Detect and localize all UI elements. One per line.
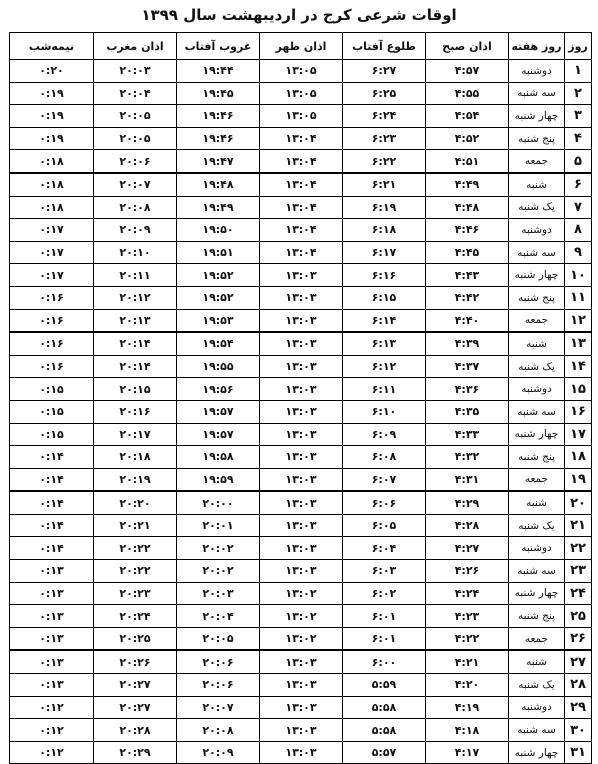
cell-maghrib: ۲۰:۱۰ <box>94 241 177 264</box>
cell-sunset: ۱۹:۴۷ <box>177 150 260 173</box>
cell-weekday: دوشنبه <box>509 696 565 719</box>
cell-maghrib: ۲۰:۰۵ <box>94 105 177 128</box>
cell-midnight: ۰:۱۲ <box>10 741 94 764</box>
cell-midnight: ۰:۱۸ <box>10 150 94 173</box>
cell-sunset: ۱۹:۵۱ <box>177 241 260 264</box>
cell-midnight: ۰:۱۳ <box>10 560 94 583</box>
cell-midnight: ۰:۱۹ <box>10 82 94 105</box>
cell-fajr: ۴:۵۴ <box>426 105 509 128</box>
cell-sunrise: ۶:۰۲ <box>343 582 426 605</box>
cell-day: ۱۸ <box>565 446 592 469</box>
cell-dhuhr: ۱۳:۰۳ <box>260 741 343 764</box>
cell-weekday: پنج شنبه <box>509 286 565 309</box>
table-row <box>10 741 592 764</box>
table-row <box>10 219 592 242</box>
cell-maghrib: ۲۰:۲۷ <box>94 696 177 719</box>
cell-sunset: ۲۰:۰۲ <box>177 560 260 583</box>
cell-sunrise: ۵:۵۷ <box>343 741 426 764</box>
cell-weekday: پنج شنبه <box>509 446 565 469</box>
table-row <box>10 446 592 469</box>
cell-midnight: ۰:۱۷ <box>10 219 94 242</box>
cell-maghrib: ۲۰:۲۶ <box>94 650 177 673</box>
cell-midnight: ۰:۱۶ <box>10 286 94 309</box>
cell-sunrise: ۶:۰۵ <box>343 514 426 537</box>
table-row <box>10 468 592 491</box>
cell-maghrib: ۲۰:۲۹ <box>94 741 177 764</box>
cell-dhuhr: ۱۳:۰۳ <box>260 286 343 309</box>
cell-dhuhr: ۱۳:۰۳ <box>260 674 343 697</box>
cell-fajr: ۴:۳۱ <box>426 468 509 491</box>
cell-midnight: ۰:۱۴ <box>10 468 94 491</box>
cell-sunrise: ۶:۱۴ <box>343 309 426 332</box>
cell-fajr: ۴:۴۰ <box>426 309 509 332</box>
cell-maghrib: ۲۰:۲۵ <box>94 627 177 650</box>
cell-maghrib: ۲۰:۱۳ <box>94 309 177 332</box>
cell-day: ۱۱ <box>565 286 592 309</box>
table-row <box>10 150 592 173</box>
cell-day: ۷ <box>565 196 592 219</box>
cell-dhuhr: ۱۳:۰۳ <box>260 446 343 469</box>
cell-midnight: ۰:۱۳ <box>10 582 94 605</box>
cell-sunset: ۱۹:۵۴ <box>177 332 260 355</box>
table-row <box>10 241 592 264</box>
cell-fajr: ۴:۲۳ <box>426 605 509 628</box>
cell-day: ۲۴ <box>565 582 592 605</box>
cell-fajr: ۴:۴۸ <box>426 196 509 219</box>
cell-midnight: ۰:۱۶ <box>10 355 94 378</box>
cell-sunrise: ۶:۲۱ <box>343 173 426 196</box>
cell-fajr: ۴:۵۲ <box>426 127 509 150</box>
cell-sunrise: ۶:۱۹ <box>343 196 426 219</box>
cell-weekday: جمعه <box>509 309 565 332</box>
cell-sunset: ۱۹:۵۰ <box>177 219 260 242</box>
cell-fajr: ۴:۵۷ <box>426 60 509 83</box>
cell-maghrib: ۲۰:۲۳ <box>94 582 177 605</box>
cell-day: ۱۰ <box>565 264 592 287</box>
cell-sunrise: ۶:۰۴ <box>343 537 426 560</box>
table-row <box>10 627 592 650</box>
cell-sunset: ۲۰:۰۹ <box>177 741 260 764</box>
cell-sunset: ۲۰:۰۸ <box>177 719 260 742</box>
cell-midnight: ۰:۱۵ <box>10 378 94 401</box>
cell-fajr: ۴:۱۹ <box>426 696 509 719</box>
cell-sunrise: ۶:۰۸ <box>343 446 426 469</box>
cell-dhuhr: ۱۳:۰۳ <box>260 696 343 719</box>
cell-sunrise: ۶:۰۱ <box>343 627 426 650</box>
cell-fajr: ۴:۳۷ <box>426 355 509 378</box>
col-header-day: روز <box>565 33 592 60</box>
cell-maghrib: ۲۰:۲۲ <box>94 537 177 560</box>
cell-day: ۳۰ <box>565 719 592 742</box>
cell-weekday: یک شنبه <box>509 355 565 378</box>
cell-fajr: ۴:۲۷ <box>426 537 509 560</box>
cell-sunset: ۲۰:۰۳ <box>177 582 260 605</box>
cell-weekday: چهار شنبه <box>509 423 565 446</box>
col-header-dhuhr: اذان ظهر <box>260 33 343 60</box>
cell-weekday: سه شنبه <box>509 560 565 583</box>
cell-sunrise: ۶:۱۷ <box>343 241 426 264</box>
table-header-row <box>10 33 592 60</box>
cell-sunset: ۲۰:۰۴ <box>177 605 260 628</box>
cell-sunset: ۱۹:۴۹ <box>177 196 260 219</box>
cell-dhuhr: ۱۳:۰۳ <box>260 719 343 742</box>
cell-day: ۲۵ <box>565 605 592 628</box>
table-row <box>10 196 592 219</box>
cell-weekday: چهار شنبه <box>509 741 565 764</box>
table-row <box>10 650 592 673</box>
cell-midnight: ۰:۱۳ <box>10 650 94 673</box>
table-row <box>10 173 592 196</box>
table-row <box>10 82 592 105</box>
cell-dhuhr: ۱۳:۰۳ <box>260 560 343 583</box>
table-row <box>10 537 592 560</box>
table-row <box>10 423 592 446</box>
prayer-times-table <box>9 32 592 764</box>
cell-maghrib: ۲۰:۲۱ <box>94 514 177 537</box>
cell-dhuhr: ۱۳:۰۳ <box>260 264 343 287</box>
col-header-sunrise: طلوع آفتاب <box>343 33 426 60</box>
cell-weekday: سه شنبه <box>509 719 565 742</box>
cell-sunset: ۱۹:۴۶ <box>177 127 260 150</box>
cell-weekday: پنج شنبه <box>509 605 565 628</box>
cell-fajr: ۴:۲۰ <box>426 674 509 697</box>
cell-weekday: یک شنبه <box>509 514 565 537</box>
cell-dhuhr: ۱۳:۰۳ <box>260 537 343 560</box>
cell-weekday: پنج شنبه <box>509 127 565 150</box>
table-row <box>10 332 592 355</box>
cell-dhuhr: ۱۳:۰۴ <box>260 196 343 219</box>
cell-sunset: ۲۰:۰۶ <box>177 650 260 673</box>
cell-fajr: ۴:۴۵ <box>426 241 509 264</box>
cell-maghrib: ۲۰:۲۴ <box>94 605 177 628</box>
cell-dhuhr: ۱۳:۰۳ <box>260 332 343 355</box>
table-row <box>10 105 592 128</box>
cell-sunrise: ۵:۵۸ <box>343 719 426 742</box>
cell-dhuhr: ۱۳:۰۴ <box>260 219 343 242</box>
cell-weekday: سه شنبه <box>509 400 565 423</box>
cell-sunset: ۱۹:۴۸ <box>177 173 260 196</box>
cell-fajr: ۴:۲۱ <box>426 650 509 673</box>
cell-day: ۱۲ <box>565 309 592 332</box>
cell-fajr: ۴:۳۳ <box>426 423 509 446</box>
cell-day: ۲ <box>565 82 592 105</box>
cell-midnight: ۰:۱۲ <box>10 719 94 742</box>
cell-day: ۱۴ <box>565 355 592 378</box>
table-row <box>10 378 592 401</box>
table-row <box>10 309 592 332</box>
cell-dhuhr: ۱۳:۰۴ <box>260 127 343 150</box>
cell-sunset: ۲۰:۰۵ <box>177 627 260 650</box>
table-row <box>10 719 592 742</box>
cell-dhuhr: ۱۳:۰۳ <box>260 491 343 514</box>
cell-midnight: ۰:۲۰ <box>10 60 94 83</box>
cell-fajr: ۴:۲۲ <box>426 627 509 650</box>
cell-sunset: ۲۰:۰۱ <box>177 514 260 537</box>
cell-maghrib: ۲۰:۱۸ <box>94 446 177 469</box>
cell-dhuhr: ۱۳:۰۵ <box>260 60 343 83</box>
cell-weekday: یک شنبه <box>509 674 565 697</box>
cell-midnight: ۰:۱۴ <box>10 491 94 514</box>
cell-sunrise: ۶:۱۳ <box>343 332 426 355</box>
cell-day: ۲۰ <box>565 491 592 514</box>
cell-day: ۱۳ <box>565 332 592 355</box>
cell-dhuhr: ۱۳:۰۳ <box>260 378 343 401</box>
cell-sunrise: ۶:۰۹ <box>343 423 426 446</box>
cell-fajr: ۴:۳۲ <box>426 446 509 469</box>
cell-maghrib: ۲۰:۱۷ <box>94 423 177 446</box>
cell-day: ۲۶ <box>565 627 592 650</box>
cell-weekday: شنبه <box>509 173 565 196</box>
cell-dhuhr: ۱۳:۰۳ <box>260 423 343 446</box>
table-row <box>10 355 592 378</box>
cell-sunset: ۲۰:۰۰ <box>177 491 260 514</box>
cell-weekday: سه شنبه <box>509 82 565 105</box>
cell-maghrib: ۲۰:۲۷ <box>94 674 177 697</box>
cell-midnight: ۰:۱۸ <box>10 173 94 196</box>
cell-day: ۴ <box>565 127 592 150</box>
cell-fajr: ۴:۱۷ <box>426 741 509 764</box>
cell-midnight: ۰:۱۸ <box>10 196 94 219</box>
cell-fajr: ۴:۴۶ <box>426 219 509 242</box>
cell-sunrise: ۶:۱۸ <box>343 219 426 242</box>
cell-dhuhr: ۱۳:۰۳ <box>260 650 343 673</box>
cell-sunrise: ۶:۲۴ <box>343 105 426 128</box>
cell-dhuhr: ۱۳:۰۳ <box>260 400 343 423</box>
cell-sunset: ۲۰:۰۷ <box>177 696 260 719</box>
cell-sunrise: ۵:۵۸ <box>343 696 426 719</box>
cell-dhuhr: ۱۳:۰۲ <box>260 605 343 628</box>
cell-day: ۳۱ <box>565 741 592 764</box>
cell-day: ۵ <box>565 150 592 173</box>
cell-fajr: ۴:۵۱ <box>426 150 509 173</box>
cell-maghrib: ۲۰:۰۸ <box>94 196 177 219</box>
cell-fajr: ۴:۲۶ <box>426 560 509 583</box>
cell-midnight: ۰:۱۳ <box>10 674 94 697</box>
cell-maghrib: ۲۰:۱۴ <box>94 332 177 355</box>
cell-sunset: ۲۰:۰۶ <box>177 674 260 697</box>
cell-day: ۲۸ <box>565 674 592 697</box>
cell-maghrib: ۲۰:۱۶ <box>94 400 177 423</box>
cell-dhuhr: ۱۳:۰۵ <box>260 82 343 105</box>
cell-day: ۶ <box>565 173 592 196</box>
cell-day: ۳ <box>565 105 592 128</box>
cell-day: ۱ <box>565 60 592 83</box>
cell-sunset: ۲۰:۰۲ <box>177 537 260 560</box>
cell-fajr: ۴:۲۹ <box>426 491 509 514</box>
cell-dhuhr: ۱۳:۰۳ <box>260 355 343 378</box>
table-row <box>10 127 592 150</box>
cell-day: ۱۷ <box>565 423 592 446</box>
cell-fajr: ۴:۴۲ <box>426 286 509 309</box>
cell-sunset: ۱۹:۵۷ <box>177 400 260 423</box>
cell-weekday: دوشنبه <box>509 378 565 401</box>
cell-maghrib: ۲۰:۱۴ <box>94 355 177 378</box>
cell-midnight: ۰:۱۵ <box>10 400 94 423</box>
cell-maghrib: ۲۰:۱۹ <box>94 468 177 491</box>
cell-day: ۸ <box>565 219 592 242</box>
cell-sunset: ۱۹:۵۵ <box>177 355 260 378</box>
col-header-sunset: غروب آفتاب <box>177 33 260 60</box>
cell-midnight: ۰:۱۹ <box>10 105 94 128</box>
cell-maghrib: ۲۰:۱۱ <box>94 264 177 287</box>
cell-midnight: ۰:۱۲ <box>10 696 94 719</box>
cell-fajr: ۴:۳۶ <box>426 378 509 401</box>
cell-weekday: چهار شنبه <box>509 582 565 605</box>
cell-dhuhr: ۱۳:۰۳ <box>260 514 343 537</box>
cell-sunrise: ۶:۰۷ <box>343 468 426 491</box>
cell-maghrib: ۲۰:۲۲ <box>94 560 177 583</box>
cell-maghrib: ۲۰:۰۷ <box>94 173 177 196</box>
cell-dhuhr: ۱۳:۰۵ <box>260 105 343 128</box>
table-row <box>10 605 592 628</box>
cell-sunset: ۱۹:۵۹ <box>177 468 260 491</box>
cell-sunrise: ۶:۰۰ <box>343 650 426 673</box>
cell-midnight: ۰:۱۴ <box>10 446 94 469</box>
table-row <box>10 264 592 287</box>
cell-fajr: ۴:۴۹ <box>426 173 509 196</box>
cell-sunrise: ۶:۱۱ <box>343 378 426 401</box>
cell-sunset: ۱۹:۵۲ <box>177 286 260 309</box>
table-row <box>10 514 592 537</box>
table-row <box>10 582 592 605</box>
cell-day: ۲۷ <box>565 650 592 673</box>
cell-maghrib: ۲۰:۰۵ <box>94 127 177 150</box>
cell-midnight: ۰:۱۶ <box>10 332 94 355</box>
cell-weekday: سه شنبه <box>509 241 565 264</box>
cell-maghrib: ۲۰:۲۸ <box>94 719 177 742</box>
cell-day: ۲۳ <box>565 560 592 583</box>
cell-midnight: ۰:۱۷ <box>10 241 94 264</box>
cell-sunrise: ۶:۱۲ <box>343 355 426 378</box>
cell-fajr: ۴:۱۸ <box>426 719 509 742</box>
col-header-weekday: روز هفته <box>509 33 565 60</box>
col-header-fajr: اذان صبح <box>426 33 509 60</box>
cell-sunrise: ۶:۲۳ <box>343 127 426 150</box>
cell-midnight: ۰:۱۵ <box>10 423 94 446</box>
cell-sunrise: ۶:۱۶ <box>343 264 426 287</box>
cell-fajr: ۴:۲۸ <box>426 514 509 537</box>
cell-sunrise: ۵:۵۹ <box>343 674 426 697</box>
cell-weekday: جمعه <box>509 627 565 650</box>
cell-sunset: ۱۹:۵۳ <box>177 309 260 332</box>
cell-maghrib: ۲۰:۰۶ <box>94 150 177 173</box>
col-header-midnight: نیمه‌شب <box>10 33 94 60</box>
cell-maghrib: ۲۰:۰۳ <box>94 60 177 83</box>
cell-weekday: چهار شنبه <box>509 105 565 128</box>
cell-sunset: ۱۹:۴۵ <box>177 82 260 105</box>
cell-weekday: یک شنبه <box>509 196 565 219</box>
table-row <box>10 674 592 697</box>
cell-midnight: ۰:۱۳ <box>10 605 94 628</box>
cell-sunset: ۱۹:۴۶ <box>177 105 260 128</box>
cell-weekday: دوشنبه <box>509 537 565 560</box>
cell-sunrise: ۶:۰۱ <box>343 605 426 628</box>
cell-midnight: ۰:۱۴ <box>10 514 94 537</box>
cell-sunrise: ۶:۰۶ <box>343 491 426 514</box>
cell-maghrib: ۲۰:۰۴ <box>94 82 177 105</box>
table-row <box>10 400 592 423</box>
cell-sunrise: ۶:۲۷ <box>343 60 426 83</box>
cell-sunset: ۱۹:۴۴ <box>177 60 260 83</box>
cell-day: ۱۶ <box>565 400 592 423</box>
cell-midnight: ۰:۱۶ <box>10 309 94 332</box>
cell-weekday: شنبه <box>509 650 565 673</box>
cell-day: ۲۹ <box>565 696 592 719</box>
cell-weekday: چهار شنبه <box>509 264 565 287</box>
cell-sunrise: ۶:۱۰ <box>343 400 426 423</box>
cell-sunset: ۱۹:۵۸ <box>177 446 260 469</box>
page-title: اوقات شرعی کرج در اردیبهشت سال ۱۳۹۹ <box>141 6 457 24</box>
cell-weekday: جمعه <box>509 468 565 491</box>
cell-weekday: شنبه <box>509 491 565 514</box>
table-row <box>10 696 592 719</box>
cell-dhuhr: ۱۳:۰۳ <box>260 468 343 491</box>
cell-midnight: ۰:۱۷ <box>10 264 94 287</box>
cell-dhuhr: ۱۳:۰۴ <box>260 241 343 264</box>
cell-maghrib: ۲۰:۱۵ <box>94 378 177 401</box>
cell-weekday: جمعه <box>509 150 565 173</box>
cell-sunrise: ۶:۲۲ <box>343 150 426 173</box>
cell-fajr: ۴:۲۴ <box>426 582 509 605</box>
cell-day: ۱۵ <box>565 378 592 401</box>
cell-dhuhr: ۱۳:۰۴ <box>260 150 343 173</box>
cell-dhuhr: ۱۳:۰۲ <box>260 582 343 605</box>
cell-fajr: ۴:۵۵ <box>426 82 509 105</box>
cell-sunrise: ۶:۰۳ <box>343 560 426 583</box>
cell-sunset: ۱۹:۵۷ <box>177 423 260 446</box>
cell-sunrise: ۶:۱۵ <box>343 286 426 309</box>
cell-day: ۲۲ <box>565 537 592 560</box>
cell-fajr: ۴:۴۳ <box>426 264 509 287</box>
cell-dhuhr: ۱۳:۰۲ <box>260 627 343 650</box>
table-row <box>10 286 592 309</box>
cell-fajr: ۴:۳۹ <box>426 332 509 355</box>
col-header-maghrib: اذان مغرب <box>94 33 177 60</box>
cell-fajr: ۴:۳۵ <box>426 400 509 423</box>
cell-weekday: دوشنبه <box>509 60 565 83</box>
cell-day: ۲۱ <box>565 514 592 537</box>
cell-midnight: ۰:۱۳ <box>10 627 94 650</box>
cell-day: ۱۹ <box>565 468 592 491</box>
cell-day: ۹ <box>565 241 592 264</box>
cell-maghrib: ۲۰:۲۰ <box>94 491 177 514</box>
cell-maghrib: ۲۰:۱۲ <box>94 286 177 309</box>
table-row <box>10 491 592 514</box>
cell-dhuhr: ۱۳:۰۴ <box>260 173 343 196</box>
cell-dhuhr: ۱۳:۰۳ <box>260 309 343 332</box>
cell-weekday: شنبه <box>509 332 565 355</box>
cell-weekday: دوشنبه <box>509 219 565 242</box>
cell-midnight: ۰:۱۹ <box>10 127 94 150</box>
cell-midnight: ۰:۱۴ <box>10 537 94 560</box>
table-row <box>10 560 592 583</box>
cell-sunset: ۱۹:۵۶ <box>177 378 260 401</box>
cell-sunrise: ۶:۲۵ <box>343 82 426 105</box>
cell-sunset: ۱۹:۵۲ <box>177 264 260 287</box>
table-row <box>10 60 592 83</box>
cell-maghrib: ۲۰:۰۹ <box>94 219 177 242</box>
